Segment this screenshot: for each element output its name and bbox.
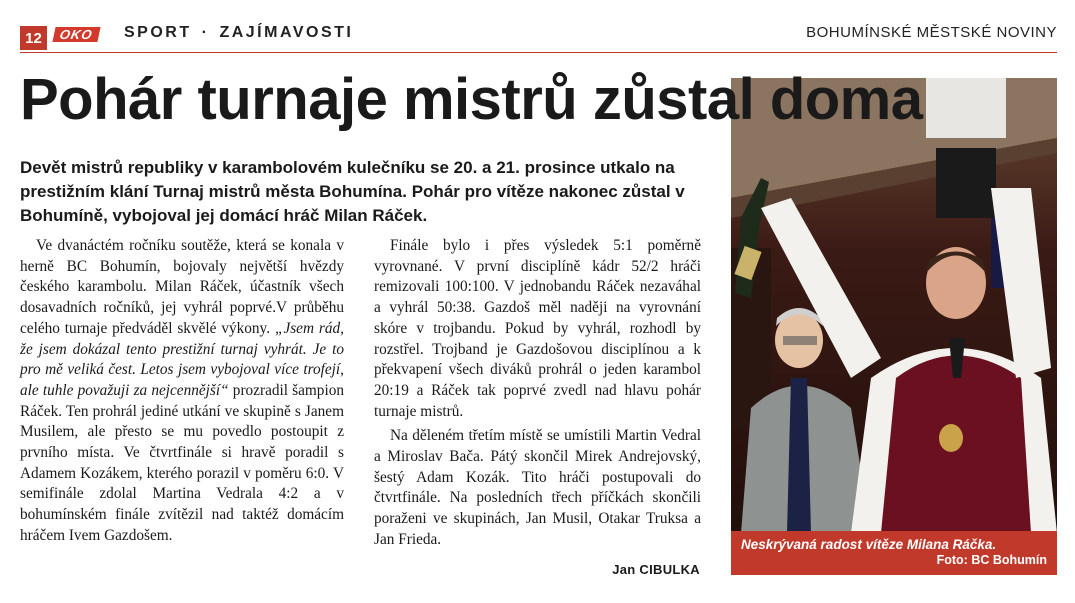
section-separator: · [201, 24, 210, 41]
article-lead: Devět mistrů republiky v karambolovém kulečníku se 20. a 21. prosince utkalo na prestižním klání Turnaj mistrů města Bohumína. Pohár pro vítěze nakonec zůstal v Bohumíně, vybojoval jej domácí hráč Milan Ráček. [20, 158, 685, 225]
article-photo [731, 78, 1057, 575]
article-headline: Pohár turnaje mistrů zůstal doma [20, 67, 923, 132]
photo-credit: Foto: BC Bohumín [936, 553, 1047, 567]
article-column-1 [20, 236, 344, 547]
section-label [124, 24, 353, 42]
column-1-text-a: Ve dvanáctém ročníku soutěže, která se konala v herně BC Bohumín, bojovaly největší hvězdy českého karambolu. Milan Ráček, účastník všech dosavadních ročníků, jej vyhrál poprvé.V průběhu celého turnaje předváděl skvělé výkony. [20, 237, 344, 337]
oko-logo: OKO [52, 27, 100, 42]
photo-caption [731, 531, 1057, 575]
header-rule [20, 52, 1057, 53]
article-column-2 [374, 236, 701, 551]
winner-quote: „Jsem rád, že jsem dokázal tento prestižní turnaj vyhrát. Je to pro mě veliká čest. Letos jsem vybojoval více trofejí, ale tuhle považuji za nejcennější“ [20, 319, 344, 399]
page-number: 12 [20, 26, 47, 50]
article-byline: Jan CIBULKA [612, 562, 700, 577]
section-zajimavosti: ZAJÍMAVOSTI [219, 24, 354, 41]
column-2-paragraph-1: Finále bylo i přes výsledek 5:1 poměrně vyrovnané. V první disciplíně kádr 52/2 hráči remizovali 100:100. V jednobandu Ráček nezaváhal a vyhrál 50:38. Gazdoš měl naději na vyrovnání skóre v trojbandu. Pokud by vyhrál, rozhodl by rozstřel. Trojband je Gazdošovou disciplínou a k překvapení všech diváků prohrál o jeden karambol 20:19 a Ráček tak poprvé zvedl nad hlavu pohár turnaje mistrů. [374, 237, 701, 420]
photo-illustration [731, 78, 1057, 575]
section-sport: SPORT [124, 24, 192, 41]
newspaper-name: BOHUMÍNSKÉ MĚSTSKÉ NOVINY [806, 24, 1057, 41]
column-1-text-b: prozradil šampion Ráček. Ten prohrál jediné utkání ve skupině s Janem Musilem, ale přesto se mu povedlo postoupit z prvního místa. Ve čtvrtfinále si hravě poradil s Adamem Kozákem, kterého porazil v poměru 6:0. V semifinále zdolal Martina Vedrala 4:2 a v bohumínském finále zvítězil nad taktéž domácím hráčem Ivem Gazdošem. [20, 381, 344, 544]
caption-text: Neskrývaná radost vítěze Milana Ráčka. [741, 537, 997, 552]
column-1-paragraph [20, 236, 344, 547]
column-2-paragraph-2: Na děleném třetím místě se umístili Martin Vedral a Miroslav Bača. Pátý skončil Mirek Andrejovský, šestý Adam Kozák. Tito hráči postupovali do čtvrtfinále. Na posledních třech příčkách skončili poraženi ve skupinách, Jan Musil, Otakar Truksa a Jan Frieda. [374, 427, 701, 548]
